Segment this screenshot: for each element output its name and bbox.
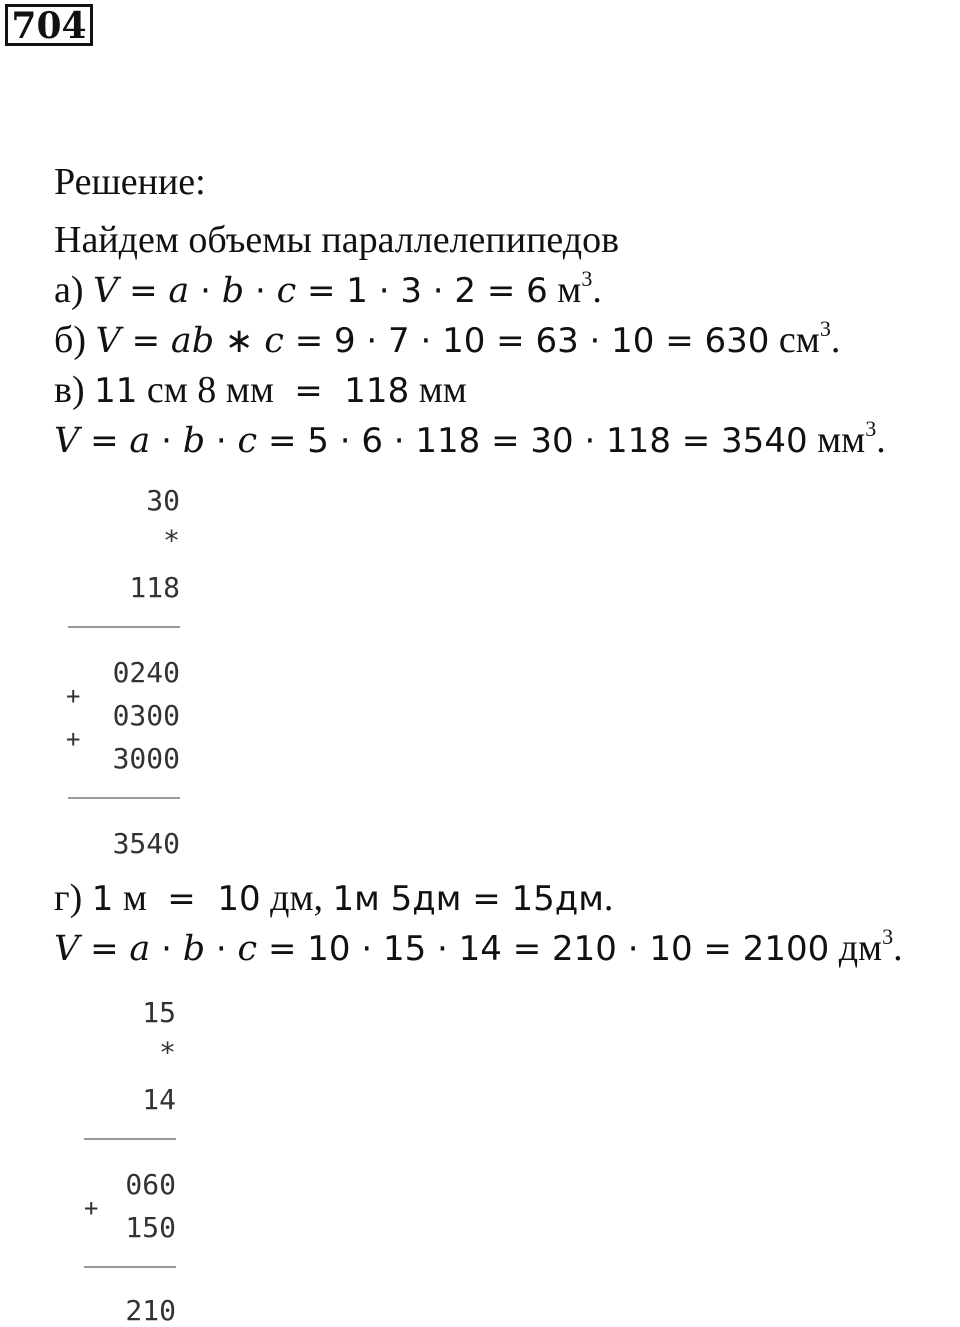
exponent: 3: [819, 316, 831, 341]
computation: = 5 · 6 · 118 = 30 · 118 = 3540: [257, 421, 808, 461]
partial-product: 0240: [112, 656, 180, 689]
equals: =: [79, 421, 130, 461]
multiplicand: 15: [142, 996, 176, 1029]
symbol-a: a: [129, 421, 151, 461]
symbol-b: b: [221, 271, 245, 311]
symbol-v: V: [54, 929, 80, 969]
symbol-v: V: [93, 271, 119, 311]
symbol-c: c: [264, 321, 284, 361]
exponent: 3: [882, 924, 894, 949]
product-result: 210: [125, 1294, 176, 1327]
period: .: [876, 419, 886, 461]
divider-line: [84, 1266, 176, 1268]
symbol-ab: ab: [170, 321, 215, 361]
unit: м: [547, 269, 582, 311]
label-v: в): [54, 369, 95, 411]
symbol-c: c: [237, 929, 258, 969]
symbol-a: a: [129, 929, 151, 969]
multiply-sign: *: [159, 1036, 176, 1069]
partial-product: 060: [125, 1168, 176, 1201]
divider-line: [68, 626, 180, 628]
plus-sign: +: [66, 725, 81, 753]
computation: = 9 · 7 · 10 = 63 · 10 = 630: [283, 321, 770, 361]
symbol-c: c: [237, 421, 258, 461]
plus-sign: +: [84, 1194, 99, 1222]
dot: ·: [205, 929, 238, 969]
line-a: [54, 268, 602, 313]
multiplier: 118: [129, 571, 180, 604]
period: .: [603, 877, 614, 919]
period: .: [893, 927, 903, 969]
symbol-v: V: [54, 421, 80, 461]
units: м: [113, 877, 157, 919]
unit: мм: [409, 369, 467, 411]
number: 11: [94, 371, 138, 411]
period: .: [830, 319, 841, 361]
equality: = 10: [156, 879, 261, 919]
unit: мм: [807, 419, 866, 461]
number: 1: [91, 879, 114, 919]
symbol-v: V: [95, 321, 121, 361]
dot: ·: [244, 271, 277, 311]
asterisk: ∗: [214, 321, 265, 361]
period: .: [592, 269, 602, 311]
units: см 8 мм: [137, 369, 284, 411]
label-g: г): [54, 877, 92, 919]
equals: =: [118, 271, 169, 311]
plus-sign: +: [66, 682, 81, 710]
partial-product: 3000: [112, 742, 180, 775]
partial-product: 0300: [112, 699, 180, 732]
label-b: б): [54, 319, 96, 361]
solution-heading: Решение:: [54, 161, 206, 203]
symbol-a: a: [168, 271, 190, 311]
exponent: 3: [581, 266, 593, 291]
label-a: а): [54, 269, 94, 311]
unit: дм,: [260, 877, 333, 919]
symbol-b: b: [182, 421, 206, 461]
dot: ·: [205, 421, 238, 461]
equals: =: [79, 929, 130, 969]
exponent: 3: [865, 416, 877, 441]
dot: ·: [150, 421, 183, 461]
line-v-volume: [54, 418, 886, 463]
multiply-sign: *: [163, 524, 180, 557]
computation: = 10 · 15 · 14 = 210 · 10 = 2100: [257, 929, 830, 969]
line-g: [54, 876, 613, 921]
unit: см: [769, 319, 820, 361]
partial-product: 150: [125, 1211, 176, 1244]
problem-number-badge: 704: [5, 4, 93, 46]
dot: ·: [150, 929, 183, 969]
multiplicand: 30: [146, 484, 180, 517]
computation: = 1 · 3 · 2 = 6: [296, 271, 548, 311]
symbol-b: b: [182, 929, 206, 969]
product-result: 3540: [112, 827, 180, 860]
unit: дм: [829, 927, 883, 969]
conversion: 1м 5дм = 15дм: [332, 879, 604, 919]
divider-line: [68, 797, 180, 799]
symbol-c: c: [276, 271, 297, 311]
line-b: [54, 318, 840, 363]
line-g-volume: [54, 926, 903, 971]
line-v: [54, 368, 467, 413]
equality: = 118: [283, 371, 410, 411]
divider-line: [84, 1138, 176, 1140]
equals: =: [120, 321, 171, 361]
multiplier: 14: [142, 1083, 176, 1116]
dot: ·: [189, 271, 222, 311]
intro-text: Найдем объемы параллелепипедов: [54, 219, 620, 261]
